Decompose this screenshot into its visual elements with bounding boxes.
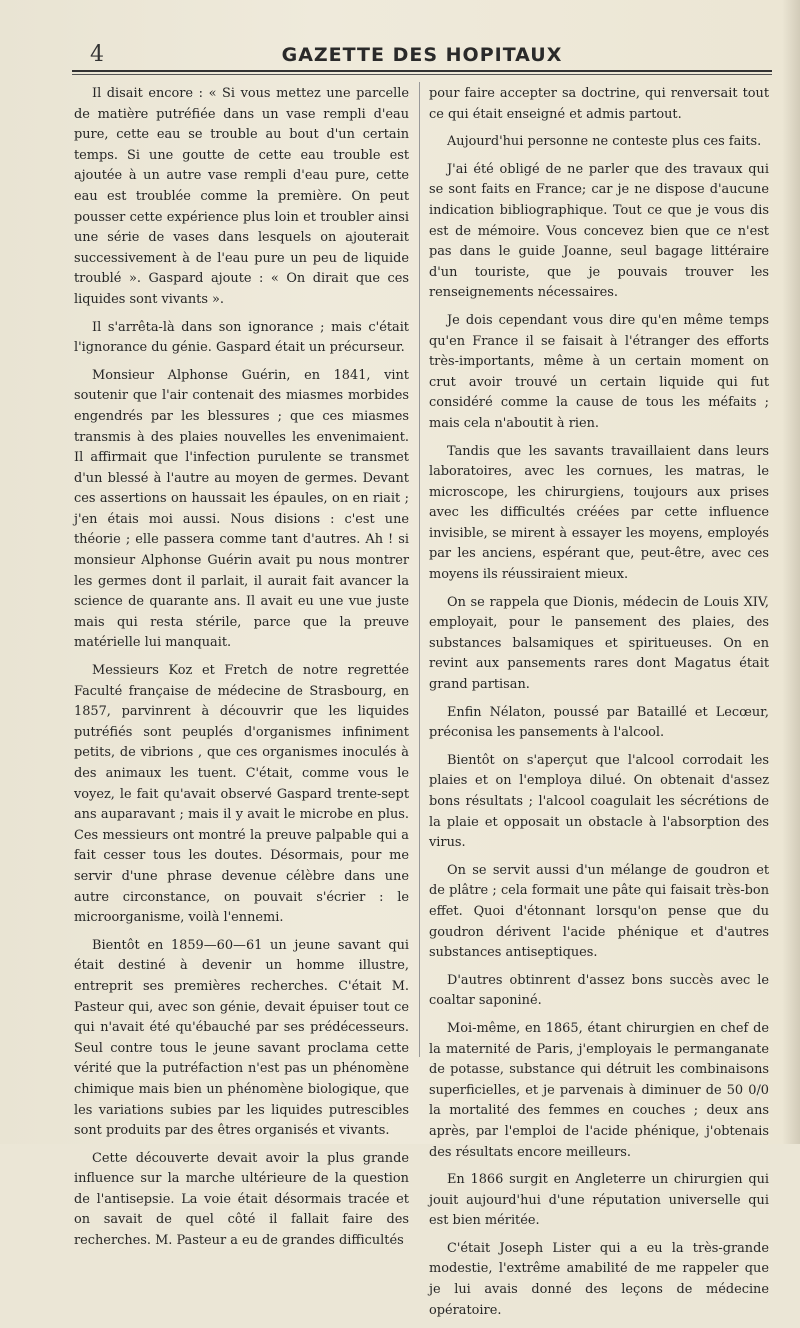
- paragraph: On se servit aussi d'un mélange de goudron et de plâtre ; cela formait une pâte qui faisait très-bon effet. Quoi d'étonnant lorsqu'on pense que du goudron dérivent l'acide phénique et d'autres substances antiseptiques.: [429, 862, 769, 961]
- page-header: [72, 42, 772, 72]
- journal-title: GAZETTE DES HOPITAUX: [281, 44, 563, 66]
- paragraph: Messieurs Koz et Fretch de notre regrettée Faculté française de médecine de Strasbourg, en 1857, parvinrent à découvrir que les liquides putréfiés sont peuplés d'organismes infiniment petits, de vibrions , que ces organismes inoculés à des animaux les tuent. C'était, comme vous le voyez, le fait qu'avait observé Gaspard trente-sept ans auparavant ; mais il y avait le microbe en plus. Ces messieurs ont montré la preuve palpable qui a fait cesser tous les doutes. Désormais, pour me servir d'une phrase devenue célèbre dans une autre circonstance, on pouvait s'écrier : le microorganisme, voilà l'ennemi.: [74, 663, 409, 926]
- paragraph: D'autres obtinrent d'assez bons succès avec le coaltar saponiné.: [429, 972, 769, 1009]
- page-edge-shadow: [782, 0, 800, 1144]
- paragraph: Moi-même, en 1865, étant chirurgien en chef de la maternité de Paris, j'employais le permanganate de potasse, substance qui détruit les combinaisons superficielles, et je parvenais à diminuer de 50 0/0 la mortalité des femmes en couches ; deux ans après, par l'emploi de l'acide phénique, j'obtenais des résultats encore meilleurs.: [429, 1020, 769, 1160]
- page-number: 4: [90, 42, 104, 67]
- header-rule-thin: [72, 74, 772, 75]
- paragraph: C'était Joseph Lister qui a eu la très-grande modestie, l'extrême amabilité de me rappeler que je lui avais donné des leçons de médecine opératoire.: [429, 1240, 769, 1318]
- paragraph: pour faire accepter sa doctrine, qui renversait tout ce qui était enseigné et admis partout.: [429, 86, 769, 122]
- paragraph: Je dois cependant vous dire qu'en même temps qu'en France il se faisait à l'étranger des efforts très-importants, même à un certain moment on crut avoir trouvé un certain liquide qui fut considéré comme la cause de tous les méfaits ; mais cela n'aboutit à rien.: [429, 312, 769, 431]
- paragraph: Il disait encore : « Si vous mettez une parcelle de matière putréfiée dans un vase rempli d'eau pure, cette eau se trouble au bout d'un certain temps. Si une goutte de cette eau trouble est ajoutée à un autre vase rempli d'eau pure, cette eau est troublée comme la première. On peut pousser cette expérience plus loin et troubler ainsi une série de vases dans lesquels on ajouterait successivement à de l'eau pure un peu de liquide troublé ». Gaspard ajoute : « On dirait que ces liquides sont vivants ».: [74, 86, 409, 307]
- column-divider: [419, 82, 420, 1057]
- paragraph: Bientôt en 1859—60—61 un jeune savant qui était destiné à devenir un homme illustre, entreprit ses premières recherches. C'était M. Pasteur qui, avec son génie, devait épuiser tout ce qui n'avait été qu'ébauché par ses prédécesseurs. Seul contre tous le jeune savant proclama cette vérité que la putréfaction n'est pas un phénomène chimique mais bien un phénomène biologique, que les variations subies par les liquides putrescibles sont produits par des êtres organisés et vivants.: [74, 937, 409, 1139]
- paragraph: On se rappela que Dionis, médecin de Louis XIV, employait, pour le pansement des plaies, des substances balsamiques et spiritueuses. On en revint aux pansements rares dont Magatus était grand partisan.: [429, 594, 769, 693]
- paragraph: Tandis que les savants travaillaient dans leurs laboratoires, avec les cornues, les matras, le microscope, les chirurgiens, toujours aux prises avec les difficultés créées par cette influence invisible, se mirent à essayer les moyens, employés par les anciens, espérant que, peut-être, avec ces moyens ils réussiraient mieux.: [429, 443, 769, 583]
- paragraph: Il s'arrêta-là dans son ignorance ; mais c'était l'ignorance du génie. Gaspard était un précurseur.: [74, 319, 409, 356]
- paragraph: Aujourd'hui personne ne conteste plus ces faits.: [447, 134, 762, 150]
- paragraph: Monsieur Alphonse Guérin, en 1841, vint soutenir que l'air contenait des miasmes morbides engendrés par les blessures ; que ces miasmes transmis à des plaies nouvelles les envenimaient. Il affirmait que l'infection purulente se transmet d'un blessé à l'autre au moyen de germes. Devant ces assertions on haussait les épaules, on en riait ; j'en étais moi aussi. Nous disions : c'est une théorie ; elle passera comme tant d'autres. Ah ! si monsieur Alphonse Guérin avait pu nous montrer les germes dont il parlait, il aurait fait avancer la science de quarante ans. Il avait eu une vue juste mais qui resta stérile, parce que la preuve matérielle lui manquait.: [74, 367, 409, 651]
- paragraph: En 1866 surgit en Angleterre un chirurgien qui jouit aujourd'hui d'une réputation universelle qui est bien méritée.: [429, 1172, 769, 1229]
- paragraph: Enfin Nélaton, poussé par Bataillé et Lecœur, préconisa les pansements à l'alcool.: [429, 704, 769, 741]
- right-column: [429, 84, 769, 1328]
- paragraph: J'ai été obligé de ne parler que des travaux qui se sont faits en France; car je ne dispose d'aucune indication bibliographique. Tout ce que je vous dis est de mémoire. Vous concevez bien que ce n'est pas dans le guide Joanne, seul bagage littéraire d'un touriste, que je pouvais trouver les renseignements nécessaires.: [429, 161, 769, 301]
- left-column: [74, 84, 409, 1259]
- header-rule: [72, 70, 772, 72]
- paragraph: Cette découverte devait avoir la plus grande influence sur la marche ultérieure de la question de l'antisepsie. La voie était désormais tracée et on savait de quel côté il fallait faire des recherches. M. Pasteur a eu de grandes difficultés: [74, 1150, 409, 1249]
- paragraph: Bientôt on s'aperçut que l'alcool corrodait les plaies et on l'employa dilué. On obtenait d'assez bons résultats ; l'alcool coagulait les sécrétions de la plaie et opposait un obstacle à l'absorption des virus.: [429, 752, 769, 851]
